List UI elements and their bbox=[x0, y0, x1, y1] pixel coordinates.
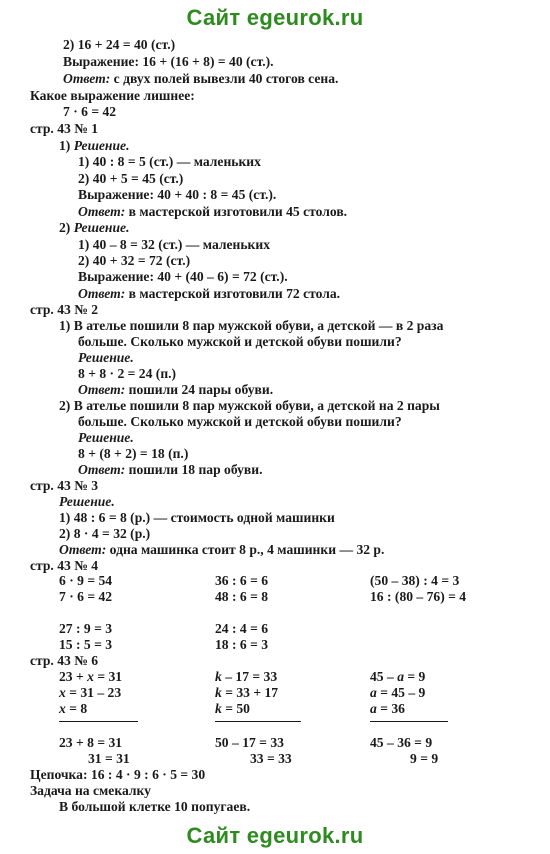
answer-label: Ответ: bbox=[78, 286, 126, 301]
task-1-expression: Выражение: 40 + 40 : 8 = 45 (ст.). bbox=[78, 187, 277, 202]
solution-label: Решение. bbox=[78, 430, 134, 445]
section-heading-43-2: стр. 43 № 2 bbox=[30, 302, 99, 317]
equation: 45 – a = 9 bbox=[370, 669, 426, 684]
site-banner-top: Сайт egeurok.ru bbox=[186, 5, 364, 30]
problem-2b-line-1: 2) В ателье пошили 8 пар мужской обуви, а детской на 2 пары bbox=[59, 398, 440, 413]
answer-text: одна машинка стоит 8 р., 4 машинки — 32 р. bbox=[106, 542, 385, 557]
check-equation: 31 = 31 bbox=[88, 751, 130, 766]
equation: 24 : 4 = 6 bbox=[215, 621, 269, 636]
problem-2b-answer bbox=[78, 462, 262, 478]
equation: 16 : (80 – 76) = 4 bbox=[370, 589, 467, 604]
extra-expression: 7 · 6 = 42 bbox=[63, 104, 117, 119]
check-equation: 50 – 17 = 33 bbox=[215, 735, 284, 750]
task-1-answer bbox=[78, 204, 347, 220]
equation: 48 : 6 = 8 bbox=[215, 589, 269, 604]
solution-label: Решение. bbox=[59, 494, 115, 509]
problem-3-answer bbox=[59, 542, 384, 558]
equation: k = 33 + 17 bbox=[215, 685, 279, 700]
equation: 6 · 9 = 54 bbox=[59, 573, 113, 588]
section-heading-43-4: стр. 43 № 4 bbox=[30, 558, 99, 573]
equation: k – 17 = 33 bbox=[215, 669, 278, 684]
task-1-step-1: 1) 40 : 8 = 5 (ст.) — маленьких bbox=[78, 154, 261, 169]
equation: (50 – 38) : 4 = 3 bbox=[370, 573, 460, 588]
solution-label: Решение. bbox=[78, 350, 134, 365]
equation: 27 : 9 = 3 bbox=[59, 621, 113, 636]
section-heading-43-6: стр. 43 № 6 bbox=[30, 653, 99, 668]
task-number: 2) bbox=[59, 220, 74, 235]
divider-line bbox=[59, 721, 138, 722]
solution-label: Решение. bbox=[73, 220, 130, 235]
answer-text: в мастерской изготовили 45 столов. bbox=[125, 204, 348, 219]
answer-label: Ответ: bbox=[78, 382, 126, 397]
equation: 15 : 5 = 3 bbox=[59, 637, 113, 652]
answer-label: Ответ: bbox=[63, 71, 111, 86]
task-2-step-1: 1) 40 – 8 = 32 (ст.) — маленьких bbox=[78, 237, 270, 252]
answer-text: в мастерской изготовили 72 стола. bbox=[125, 286, 341, 301]
check-equation: 45 – 36 = 9 bbox=[370, 735, 433, 750]
chain-expression: 16 : 4 · 9 : 6 · 5 = 30 bbox=[87, 767, 206, 782]
problem-2b-line-2: больше. Сколько мужской и детской обуви пошили? bbox=[78, 414, 402, 429]
problem-2a-answer bbox=[78, 382, 273, 398]
equation: 23 + x = 31 bbox=[59, 669, 123, 684]
intro-answer bbox=[63, 71, 338, 87]
chain-label: Цепочка: bbox=[30, 767, 88, 782]
chain-line bbox=[30, 767, 205, 783]
puzzle-text: В большой клетке 10 попугаев. bbox=[59, 799, 251, 814]
equation: 7 · 6 = 42 bbox=[59, 589, 113, 604]
answer-text: с двух полей вывезли 40 стогов сена. bbox=[110, 71, 339, 86]
equation: 36 : 6 = 6 bbox=[215, 573, 269, 588]
check-equation: 33 = 33 bbox=[250, 751, 292, 766]
equation: a = 45 – 9 bbox=[370, 685, 426, 700]
task-2-answer bbox=[78, 286, 340, 302]
task-number: 1) bbox=[59, 138, 74, 153]
site-banner-bottom: Сайт egeurok.ru bbox=[186, 823, 364, 848]
problem-2a-line-2: больше. Сколько мужской и детской обуви пошили? bbox=[78, 334, 402, 349]
equation: x = 31 – 23 bbox=[59, 685, 122, 700]
answer-text: пошили 18 пар обуви. bbox=[125, 462, 263, 477]
equation: 18 : 6 = 3 bbox=[215, 637, 269, 652]
intro-step: 2) 16 + 24 = 40 (ст.) bbox=[63, 37, 176, 52]
section-heading-43-3: стр. 43 № 3 bbox=[30, 478, 99, 493]
divider-line bbox=[215, 721, 301, 722]
problem-2a-expression: 8 + 8 · 2 = 24 (п.) bbox=[78, 366, 177, 381]
task-1-label bbox=[59, 138, 129, 154]
task-2-step-2: 2) 40 + 32 = 72 (ст.) bbox=[78, 253, 191, 268]
task-2-expression: Выражение: 40 + (40 – 6) = 72 (ст.). bbox=[78, 269, 288, 284]
task-2-label bbox=[59, 220, 129, 236]
problem-2a-line-1: 1) В ателье пошили 8 пар мужской обуви, а детской — в 2 раза bbox=[59, 318, 444, 333]
task-1-step-2: 2) 40 + 5 = 45 (ст.) bbox=[78, 171, 184, 186]
answer-label: Ответ: bbox=[78, 204, 126, 219]
divider-line bbox=[370, 721, 448, 722]
equation: a = 36 bbox=[370, 701, 405, 716]
puzzle-heading: Задача на смекалку bbox=[30, 783, 151, 798]
check-equation: 9 = 9 bbox=[410, 751, 439, 766]
problem-3-step-2: 2) 8 · 4 = 32 (р.) bbox=[59, 526, 151, 541]
equation: x = 8 bbox=[59, 701, 88, 716]
extra-heading: Какое выражение лишнее: bbox=[30, 88, 195, 103]
solution-label: Решение. bbox=[73, 138, 130, 153]
answer-text: пошили 24 пары обуви. bbox=[125, 382, 274, 397]
check-equation: 23 + 8 = 31 bbox=[59, 735, 123, 750]
equation: k = 50 bbox=[215, 701, 250, 716]
problem-2b-expression: 8 + (8 + 2) = 18 (п.) bbox=[78, 446, 189, 461]
intro-expression: Выражение: 16 + (16 + 8) = 40 (ст.). bbox=[63, 54, 274, 69]
answer-label: Ответ: bbox=[59, 542, 107, 557]
section-heading-43-1: стр. 43 № 1 bbox=[30, 121, 99, 136]
answer-label: Ответ: bbox=[78, 462, 126, 477]
problem-3-step-1: 1) 48 : 6 = 8 (р.) — стоимость одной машинки bbox=[59, 510, 335, 525]
